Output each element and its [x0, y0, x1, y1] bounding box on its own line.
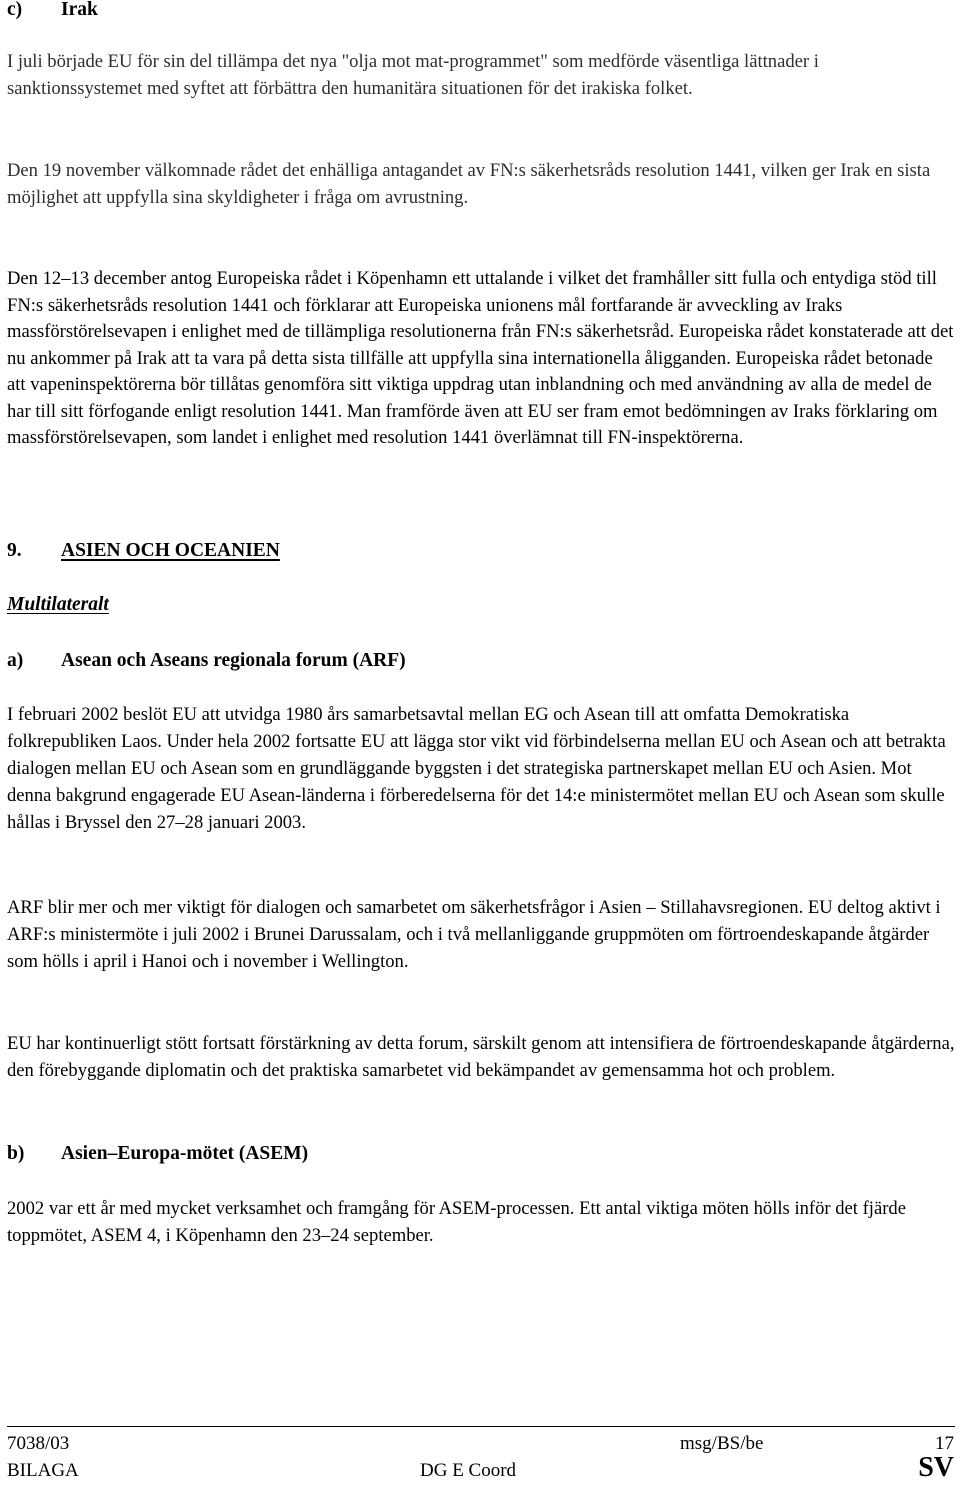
section-c-paragraph-2: Den 19 november välkomnade rådet det enhälliga antagandet av FN:s säkerhetsråds resolution 1441, vilken ger Irak en sista möjlighet att uppfylla sina skyldigheter i fråga om avrustning. [7, 160, 931, 208]
section-c-label: c) [7, 0, 23, 20]
section-a-label: a) [7, 650, 24, 671]
section-b-title: Asien–Europa-mötet (ASEM) [61, 1143, 309, 1164]
section-c-paragraph-1: I juli började EU för sin del tillämpa det nya "olja mot mat-programmet" som medförde väsentliga lättnader i sanktionssystemet med syftet att förbättra den humanitära situationen för det irakiska folket. [7, 51, 819, 99]
section-a-title: Asean och Aseans regionala forum (ARF) [61, 650, 406, 671]
footer-doc-number: 7038/03 [7, 1433, 70, 1454]
subheading-multilateralt: Multilateralt [7, 594, 109, 615]
footer-language-code: SV [918, 1452, 954, 1483]
section-9-heading [7, 538, 955, 564]
footer-page-number: 17 [935, 1433, 954, 1454]
section-9-number: 9. [7, 540, 22, 561]
section-b-paragraph-1: 2002 var ett år med mycket verksamhet och framgång för ASEM-processen. Ett antal viktiga möten hölls inför det fjärde toppmötet, ASEM 4, i Köpenhamn den 23–24 september. [7, 1198, 906, 1246]
section-a-paragraph-2: ARF blir mer och mer viktigt för dialogen och samarbetet om säkerhetsfrågor i Asien – Stillahavsregionen. EU deltog aktivt i ARF:s ministermöte i juli 2002 i Brunei Darussalam, och i två mellanliggande gruppmöten om förtroendeskapande åtgärder som hölls i april i Hanoi och i november i Wellington. [7, 897, 941, 972]
footer-initials: msg/BS/be [680, 1433, 764, 1454]
section-b-heading [7, 1141, 955, 1167]
section-a-paragraph-1: I februari 2002 beslöt EU att utvidga 1980 års samarbetsavtal mellan EG och Asean till att omfatta Demokratiska folkrepubliken Laos. Under hela 2002 fortsatte EU att lägga stor vikt vid förbindelserna mellan EU och Asean och att betrakta dialogen mellan EU och Asean som en grundläggande byggsten i det strategiska partnerskapet mellan EU och Asien. Mot denna bakgrund engagerade EU Asean-länderna i förberedelserna för det 14:e ministermötet mellan EU och Asean som skulle hållas i Bryssel den 27–28 januari 2003. [7, 704, 946, 833]
section-9-title: ASIEN OCH OCEANIEN [61, 540, 280, 561]
section-a-paragraph-3: EU har kontinuerligt stött fortsatt förstärkning av detta forum, särskilt genom att intensifiera de förtroendeskapande åtgärderna, den förebyggande diplomatin och det praktiska samarbetet vid bekämpandet av gemensamma hot och problem. [7, 1033, 955, 1081]
section-b-label: b) [7, 1143, 25, 1164]
section-c-heading [7, 0, 955, 23]
section-c-title: Irak [61, 0, 98, 20]
footer-department: DG E Coord [420, 1460, 517, 1481]
footer-annex: BILAGA [7, 1460, 79, 1481]
section-a-heading [7, 648, 955, 674]
section-c-paragraph-3: Den 12–13 december antog Europeiska rådet i Köpenhamn ett uttalande i vilket det framhåller sitt fulla och entydiga stöd till FN:s säkerhetsråds resolution 1441 och förklarar att Europeiska unionens mål fortfarande är avveckling av Iraks massförstörelsevapen i enlighet med de tillämpliga resolutionerna från FN:s säkerhetsråd. Europeiska rådet konstaterade att det nu ankommer på Irak att ta vara på detta sista tillfälle att uppfylla sina internationella åligganden. Europeiska rådet betonade att vapeninspektörerna bör tillåtas genomföra sitt viktiga uppdrag utan inblandning och med användning av alla de medel de har till sitt förfogande enligt resolution 1441. Man framförde även att EU ser fram emot bedömningen av Iraks förklaring om massförstörelsevapen, som landet i enlighet med resolution 1441 överlämnat till FN-inspektörerna. [7, 268, 954, 448]
footer-divider [7, 1426, 955, 1427]
